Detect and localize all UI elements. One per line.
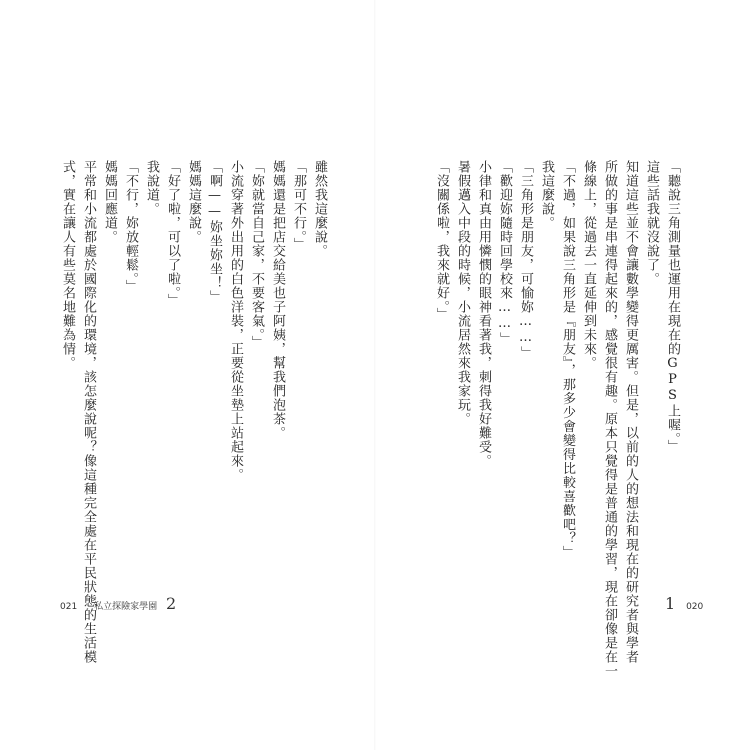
right-page-line-1: 「聽說三角測量也運用在現在的GPS上喔。」 xyxy=(665,160,680,454)
left-page-line-2: 「那可不行。」 xyxy=(291,160,306,252)
right-page-line-3: 知道這些並不會讓數學變得更厲害。但是，以前的人的想法和現在的研究者與學者 xyxy=(623,160,638,664)
right-page-line-5: 條線上，從過去一直延伸到未來。 xyxy=(581,160,596,370)
right-page-line-6: 「不過，如果說三角形是『朋友』，那多少會變得比較喜歡吧？」 xyxy=(560,160,575,560)
right-page-footer xyxy=(665,594,703,613)
left-page-number: 021 xyxy=(60,602,78,612)
book-title: 私立探險家學園 xyxy=(94,602,158,612)
right-page-line-11: 暑假邁入中段的時候，小流居然來我家玩。 xyxy=(455,160,470,426)
chapter-mark: 1 xyxy=(665,594,676,613)
page-gutter xyxy=(374,0,376,750)
left-page-line-10: 「不行，妳放輕鬆。」 xyxy=(123,160,138,294)
left-page-line-11: 媽媽回應道。 xyxy=(102,160,117,244)
left-page-line-13: 式，實在讓人有些莫名地難為情。 xyxy=(60,160,75,370)
left-page-line-5: 小流穿著外出用的白色洋裝，正要從坐墊上站起來。 xyxy=(228,160,243,482)
right-page-line-4: 所做的事是串連得起來的，感覺很有趣。原本只覺得是普通的學習，現在卻像是在一 xyxy=(602,160,617,678)
volume-mark: 2 xyxy=(165,594,177,613)
left-page-line-9: 我說道。 xyxy=(144,160,159,216)
right-page-line-10: 小律和真由用憐憫的眼神看著我，刺得我好難受。 xyxy=(476,160,491,468)
right-page-line-8: 「三角形是朋友，可愉妳……」 xyxy=(518,160,533,360)
left-page-line-7: 媽媽這麼說。 xyxy=(186,160,201,244)
left-page-footer xyxy=(60,594,176,613)
left-page-line-4: 「妳就當自己家，不要客氣。」 xyxy=(249,160,264,350)
right-page-line-9: 「歡迎妳隨時回學校來……」 xyxy=(497,160,512,346)
right-page-number: 020 xyxy=(686,602,704,612)
right-page-line-2: 這些話我就沒說了。 xyxy=(644,160,659,286)
left-page-line-6: 「啊——妳坐妳坐！」 xyxy=(207,160,222,304)
left-page-line-12: 平常和小流都處於國際化的環境，該怎麼說呢？像這種完全處在平民狀態的生活模 xyxy=(81,160,96,664)
left-page-line-1: 雖然我這麼說。 xyxy=(312,160,327,258)
left-page-line-8: 「好了啦，可以了啦。」 xyxy=(165,160,180,308)
left-page-line-3: 媽媽還是把店交給美也子阿姨，幫我們泡茶。 xyxy=(270,160,285,440)
right-page-line-7: 我這麼說。 xyxy=(539,160,554,230)
right-page-line-12: 「沒關係啦，我來就好。」 xyxy=(434,160,449,322)
